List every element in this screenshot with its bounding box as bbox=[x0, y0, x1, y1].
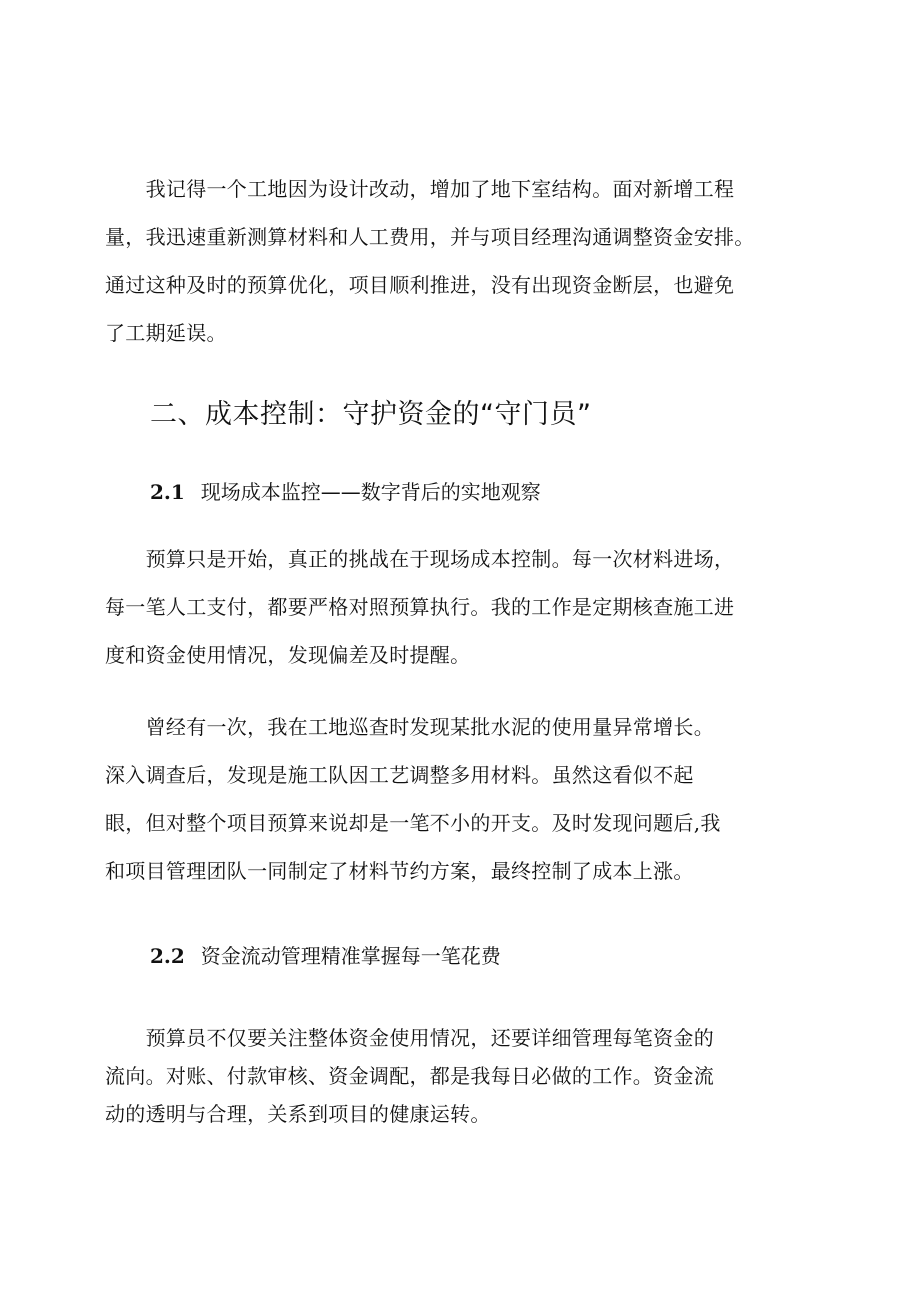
paragraph-line: 深入调查后，发现是施工队因工艺调整多用材料。虽然这看似不起 bbox=[105, 763, 694, 787]
paragraph-fund-flow bbox=[105, 1019, 825, 1133]
subsection-title: 现场成本监控——数字背后的实地观察 bbox=[200, 480, 541, 504]
paragraph-line: 每一笔人工支付，都要严格对照预算执行。我的工作是定期核查施工进 bbox=[105, 595, 735, 619]
paragraph-line: 预算员不仅要关注整体资金使用情况，还要详细管理每笔资金的 bbox=[105, 1026, 714, 1050]
paragraph-line: 通过这种及时的预算优化，项目顺利推进，没有出现资金断层，也避免 bbox=[105, 273, 735, 297]
subsection-number: 2.1 bbox=[150, 480, 185, 504]
paragraph-line: 眼，但对整个项目预算来说却是一笔不小的开支。及时发现问题后,我 bbox=[105, 811, 721, 835]
subsection-heading-2-1 bbox=[150, 476, 541, 505]
paragraph-line: 我记得一个工地因为设计改动，增加了地下室结构。面对新增工程 bbox=[105, 177, 735, 201]
subsection-number: 2.2 bbox=[150, 944, 185, 968]
paragraph-design-change bbox=[105, 165, 825, 357]
section-heading: 二、成本控制：守护资金的“守门员” bbox=[150, 399, 592, 430]
paragraph-line: 和项目管理团队一同制定了材料节约方案，最终控制了成本上涨。 bbox=[105, 859, 694, 883]
paragraph-line: 预算只是开始，真正的挑战在于现场成本控制。每一次材料进场， bbox=[105, 547, 735, 571]
paragraph-line: 量，我迅速重新测算材料和人工费用，并与项目经理沟通调整资金安排。 bbox=[105, 225, 755, 249]
paragraph-line: 曾经有一次，我在工地巡查时发现某批水泥的使用量异常增长。 bbox=[105, 715, 714, 739]
paragraph-line: 流向。对账、付款审核、资金调配，都是我每日必做的工作。资金流 bbox=[105, 1064, 714, 1088]
subsection-heading-2-2 bbox=[150, 940, 501, 969]
subsection-title: 资金流动管理精准掌握每一笔花费 bbox=[200, 944, 501, 968]
paragraph-cost-control bbox=[105, 535, 825, 679]
paragraph-line: 动的透明与合理，关系到项目的健康运转。 bbox=[105, 1102, 491, 1126]
paragraph-line: 度和资金使用情况，发现偏差及时提醒。 bbox=[105, 643, 471, 667]
paragraph-cement-incident bbox=[105, 703, 825, 895]
paragraph-line: 了工期延误。 bbox=[105, 321, 227, 345]
